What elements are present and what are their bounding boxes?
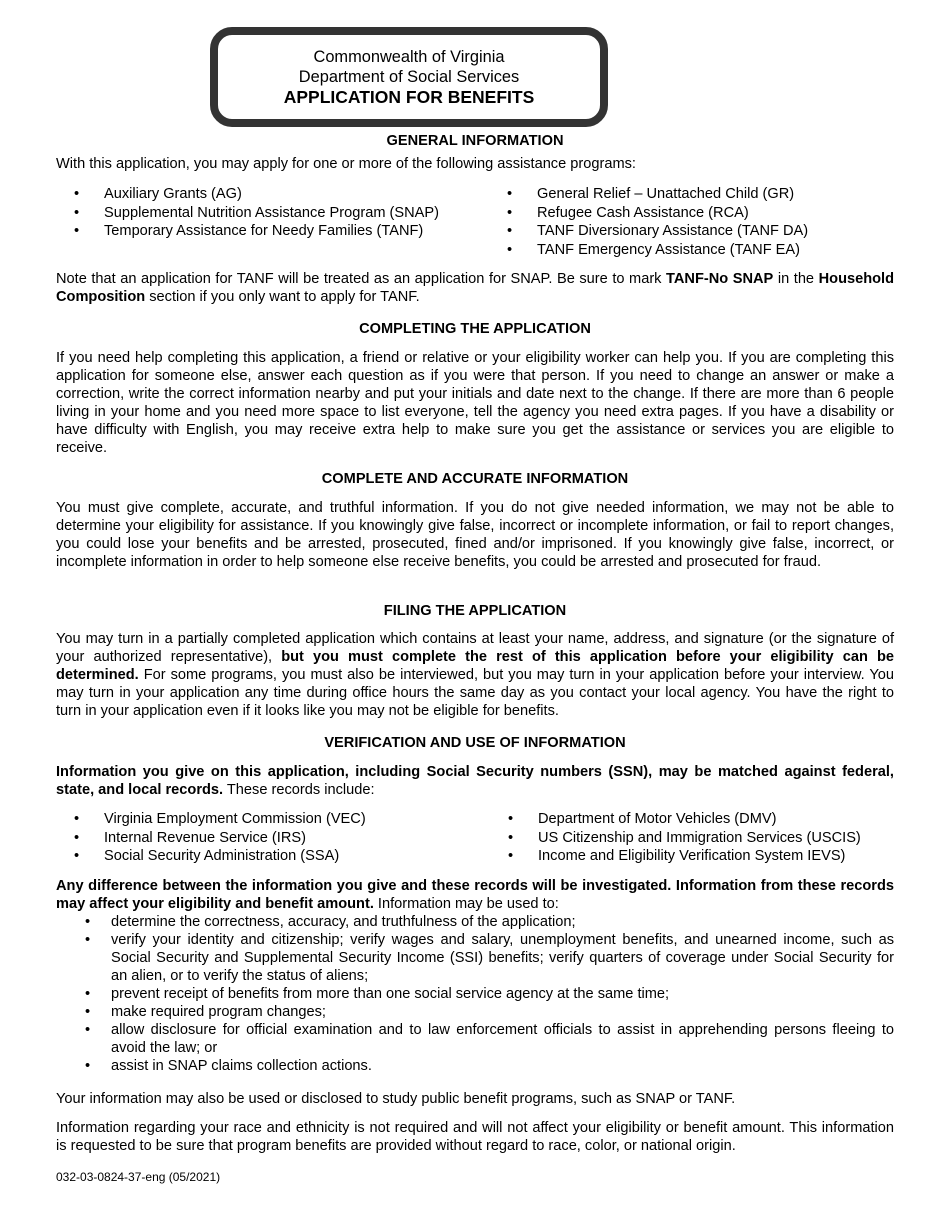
- use-item: • allow disclosure for official examination and to law enforcement officials to assist in apprehending persons fleeing to avoid the law; or: [56, 1021, 894, 1057]
- accurate-heading: COMPLETE AND ACCURATE INFORMATION: [321, 471, 629, 487]
- program-item: • General Relief – Unattached Child (GR): [489, 185, 808, 204]
- tanf-note: Note that an application for TANF will be treated as an application for SNAP. Be sure to mark TANF-No SNAP in the Household Composition section if you only want to apply for TANF.: [56, 271, 895, 305]
- use-item: • assist in SNAP claims collection actions.: [56, 1057, 894, 1075]
- use-item: • prevent receipt of benefits from more than one social service agency at the same time;: [56, 985, 894, 1003]
- completing-text: If you need help completing this application, a friend or relative or your eligibility worker can help you. If you are completing this application for someone else, answer each question as if you were that person. If you need to change an answer or make a correction, write the correct information nearby and put your initials and date next to the change. If there are more than 6 people living in your home and you need more space to list everyone, tell the agency you need extra pages. If you have a disability or have difficulty with English, you may receive extra help to make sure you get the assistance or services you are eligible to receive.: [56, 350, 894, 456]
- records-list-left: [56, 810, 506, 866]
- difference-statement: Any difference between the information you give and these records will be investigated. Information from these records may affect your eligibility and benefit amount. Information may be used to:: [56, 878, 894, 912]
- header-agency-line: Commonwealth of Virginia: [313, 48, 505, 66]
- record-item: • Income and Eligibility Verification System IEVS): [490, 847, 861, 866]
- race-statement: Information regarding your race and ethnicity is not required and will not affect your eligibility or benefit amount. This information is requested to be sure that program benefits are provided without regard to race, color, or national origin.: [56, 1120, 894, 1154]
- general-intro: With this application, you may apply for one or more of the following assistance programs:: [56, 156, 636, 172]
- use-item: • verify your identity and citizenship; verify wages and salary, unemployment benefits, and unearned income, such as Social Security and Supplemental Security Income (SSI) benefits; verify quarters of coverage under Social Security for an alien, or to verify the status of aliens;: [56, 931, 894, 985]
- program-list-right: [489, 185, 808, 260]
- program-item: • TANF Emergency Assistance (TANF EA): [489, 241, 808, 260]
- form-title: APPLICATION FOR BENEFITS: [283, 87, 535, 107]
- completing-heading: COMPLETING THE APPLICATION: [359, 321, 591, 337]
- record-item: • Virginia Employment Commission (VEC): [56, 810, 506, 829]
- records-list-right: [490, 810, 861, 866]
- use-item: • make required program changes;: [56, 1003, 894, 1021]
- verification-heading: VERIFICATION AND USE OF INFORMATION: [324, 735, 626, 751]
- program-list-left: [56, 185, 506, 260]
- general-heading: GENERAL INFORMATION: [386, 133, 564, 149]
- study-statement: Your information may also be used or disclosed to study public benefit programs, such as SNAP or TANF.: [56, 1091, 736, 1107]
- accurate-text: You must give complete, accurate, and truthful information. If you do not give needed information, we may not be able to determine your eligibility for assistance. If you knowingly give false, incorrect or incomplete information, or fail to report changes, you could lose your benefits and be arrested, prosecuted, fined and/or imprisoned. If you knowingly give false, incorrect, or incomplete information in order to help someone else receive benefits, you could be arrested and prosecuted for fraud.: [56, 500, 894, 570]
- program-list: [56, 185, 894, 260]
- program-item: • Auxiliary Grants (AG): [56, 185, 506, 204]
- form-header-box: [210, 27, 608, 127]
- filing-heading: FILING THE APPLICATION: [383, 603, 567, 619]
- filing-text: You may turn in a partially completed application which contains at least your name, address, and signature (or the signature of your authorized representative), but you must complete the rest of this application before your eligibility can be determined. For some programs, you must also be interviewed, but you may turn in your application before your interview. You may turn in your application any time during office hours the same day as you contact your local agency. You have the right to turn in your application even if it looks like you may not be eligible for benefits.: [56, 631, 894, 719]
- record-item: • Internal Revenue Service (IRS): [56, 829, 506, 848]
- verification-intro: Information you give on this application, including Social Security numbers (SSN), may be matched against federal, state, and local records. These records include:: [56, 764, 894, 798]
- program-item: • Supplemental Nutrition Assistance Program (SNAP): [56, 204, 506, 223]
- uses-list: [56, 913, 894, 1075]
- record-item: • Department of Motor Vehicles (DMV): [490, 810, 861, 829]
- use-item: • determine the correctness, accuracy, and truthfulness of the application;: [56, 913, 894, 931]
- record-item: • US Citizenship and Immigration Services (USCIS): [490, 829, 861, 848]
- program-item: • Temporary Assistance for Needy Families (TANF): [56, 222, 506, 241]
- records-list: [56, 810, 894, 866]
- form-id: 032-03-0824-37-eng (05/2021): [56, 1170, 221, 1184]
- program-item: • TANF Diversionary Assistance (TANF DA): [489, 222, 808, 241]
- record-item: • Social Security Administration (SSA): [56, 847, 506, 866]
- program-item: • Refugee Cash Assistance (RCA): [489, 204, 808, 223]
- header-department-line: Department of Social Services: [298, 68, 520, 86]
